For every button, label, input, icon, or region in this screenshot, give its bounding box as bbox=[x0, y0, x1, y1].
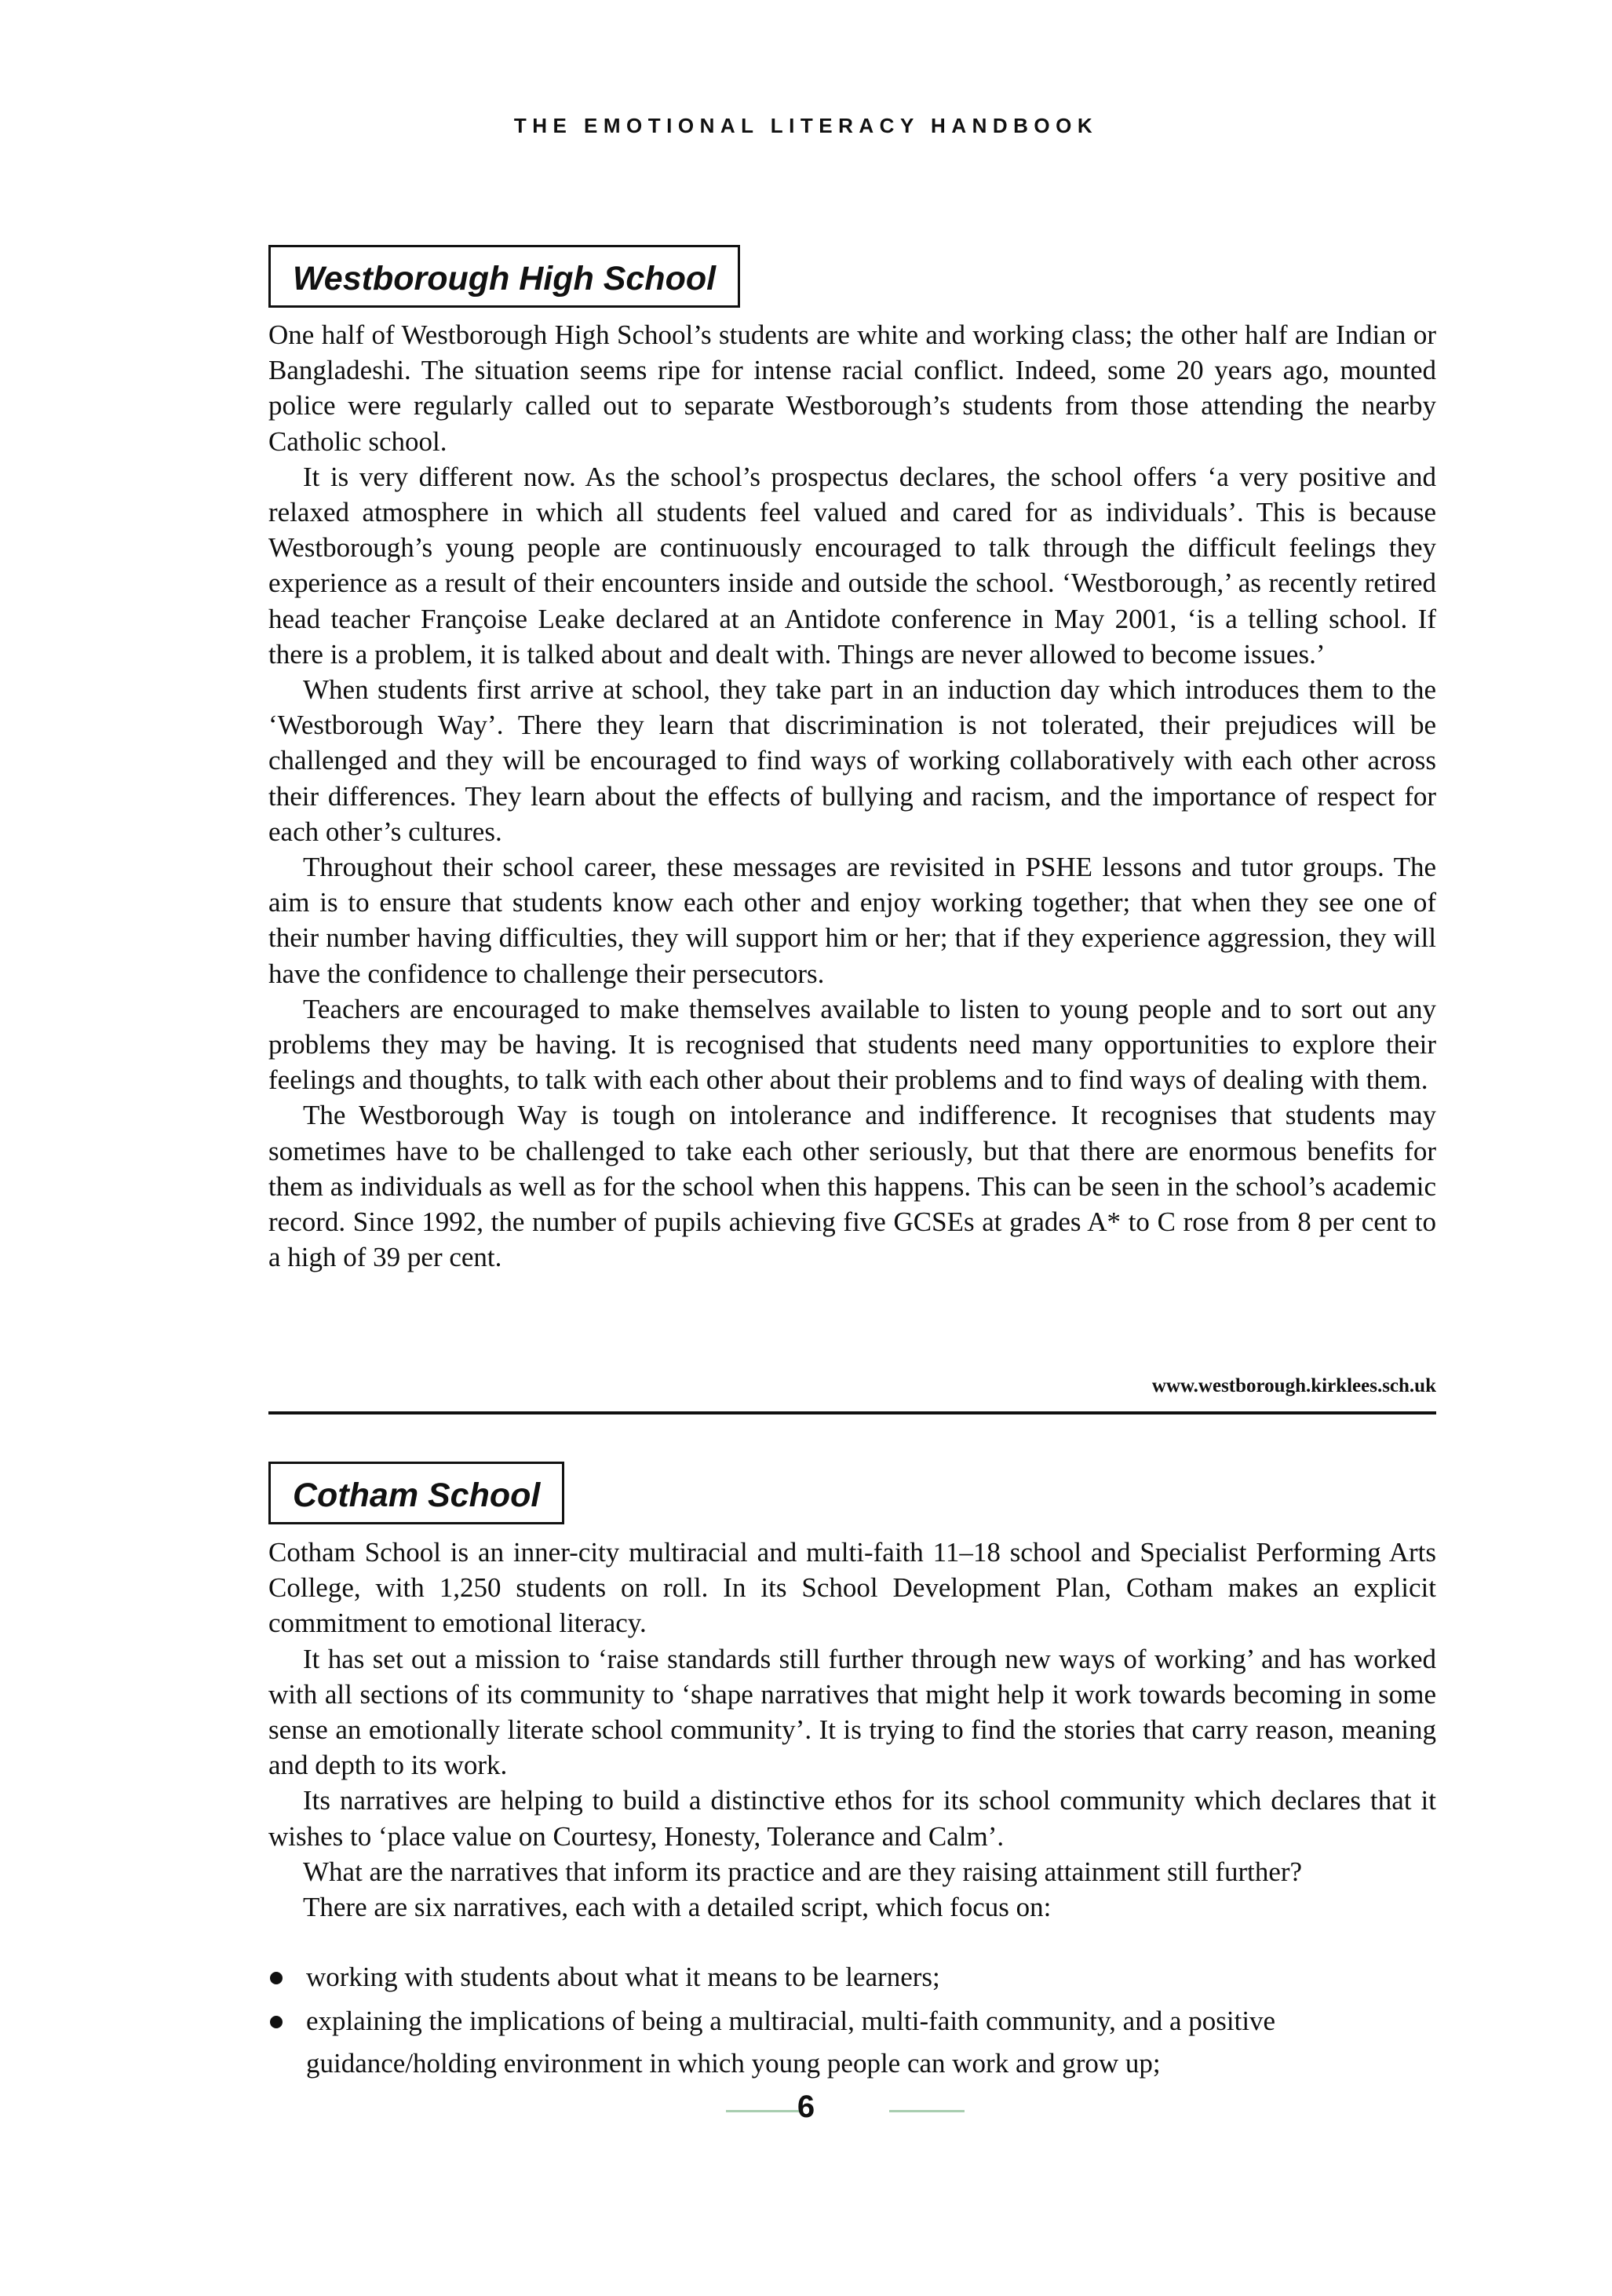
paragraph: There are six narratives, each with a detailed script, which focus on: bbox=[303, 1892, 1052, 1923]
paragraph: It is very different now. As the school’s prospectus declares, the school offers ‘a very positive and relaxed atmosphere in which all students feel valued and cared for as individuals’. This is because Westborough’s young people are continuously encouraged to talk through the difficult feelings they experience as a result of their encounters inside and outside the school. ‘Westborough,’ as recently retired head teacher Françoise Leake declared at an Antidote conference in May 2001, ‘is a telling school. If there is a problem, it is talked about and dealt with. Things are never allowed to become issues.’ bbox=[268, 461, 1436, 670]
focus-list bbox=[268, 1956, 1436, 2086]
paragraph: Cotham School is an inner-city multiracial and multi-faith 11–18 school and Specialist Performing Arts College, with 1,250 students on roll. In its School Development Plan, Cotham makes an explicit commitment to emotional literacy. bbox=[268, 1537, 1436, 1639]
source-url: www.westborough.kirklees.sch.uk bbox=[1151, 1375, 1436, 1396]
section-body-westborough bbox=[268, 317, 1436, 1275]
section-body-cotham bbox=[268, 1535, 1436, 1925]
page-number-rule-right bbox=[889, 2110, 965, 2112]
list-item bbox=[268, 1956, 1436, 1999]
section-title-westborough: Westborough High School bbox=[268, 245, 740, 308]
list-item-text: working with students about what it means to be learners; bbox=[306, 1962, 940, 1992]
paragraph: Throughout their school career, these messages are revisited in PSHE lessons and tutor groups. The aim is to ensure that students know each other and enjoy working together; that when they see one of their number having difficulties, they will support him or her; that if they experience aggression, they will have the confidence to challenge their persecutors. bbox=[268, 852, 1436, 989]
paragraph: Its narratives are helping to build a distinctive ethos for its school community which declares that it wishes to ‘place value on Courtesy, Honesty, Tolerance and Calm’. bbox=[268, 1785, 1436, 1852]
paragraph: When students first arrive at school, they take part in an induction day which introduces them to the ‘Westborough Way’. There they learn that discrimination is not tolerated, their prejudices will be challenged and they will be encouraged to find ways of working collaboratively with each other across their differences. They learn about the effects of bullying and racism, and the importance of respect for each other’s cultures. bbox=[268, 674, 1436, 847]
paragraph: What are the narratives that inform its practice and are they raising attainment still further? bbox=[303, 1856, 1303, 1887]
bullet-icon bbox=[270, 2016, 283, 2028]
list-item-text: explaining the implications of being a multiracial, multi-faith community, and a positive guidance/holding environment in which young people can work and grow up; bbox=[306, 2006, 1276, 2079]
paragraph: The Westborough Way is tough on intolerance and indifference. It recognises that students may sometimes have to be challenged to take each other seriously, but that there are enormous benefits for them as individuals as well as for the school when this happens. This can be seen in the school’s academic record. Since 1992, the number of pupils achieving five GCSEs at grades A* to C rose from 8 per cent to a high of 39 per cent. bbox=[268, 1100, 1436, 1273]
running-header: THE EMOTIONAL LITERACY HANDBOOK bbox=[513, 114, 1099, 137]
section-divider bbox=[268, 1411, 1436, 1414]
bullet-icon bbox=[270, 1972, 283, 1984]
paragraph: One half of Westborough High School’s students are white and working class; the other half are Indian or Bangladeshi. The situation seems ripe for intense racial conflict. Indeed, some 20 years ago, mounted police were regularly called out to separate Westborough’s students from those attending the nearby Catholic school. bbox=[268, 319, 1436, 457]
paragraph: Teachers are encouraged to make themselves available to listen to young people and to sort out any problems they may be having. It is recognised that students need many opportunities to explore their feelings and thoughts, to talk with each other about their problems and to find ways of dealing with them. bbox=[268, 993, 1436, 1096]
list-item bbox=[268, 2000, 1436, 2085]
paragraph: It has set out a mission to ‘raise standards still further through new ways of working’ and has worked with all sections of its community to ‘shape narratives that might help it work towards becoming in some sense an emotionally literate school community’. It is trying to find the stories that carry reason, meaning and depth to its work. bbox=[268, 1643, 1436, 1781]
page-number: 6 bbox=[797, 2090, 815, 2124]
section-title-cotham: Cotham School bbox=[268, 1462, 564, 1524]
